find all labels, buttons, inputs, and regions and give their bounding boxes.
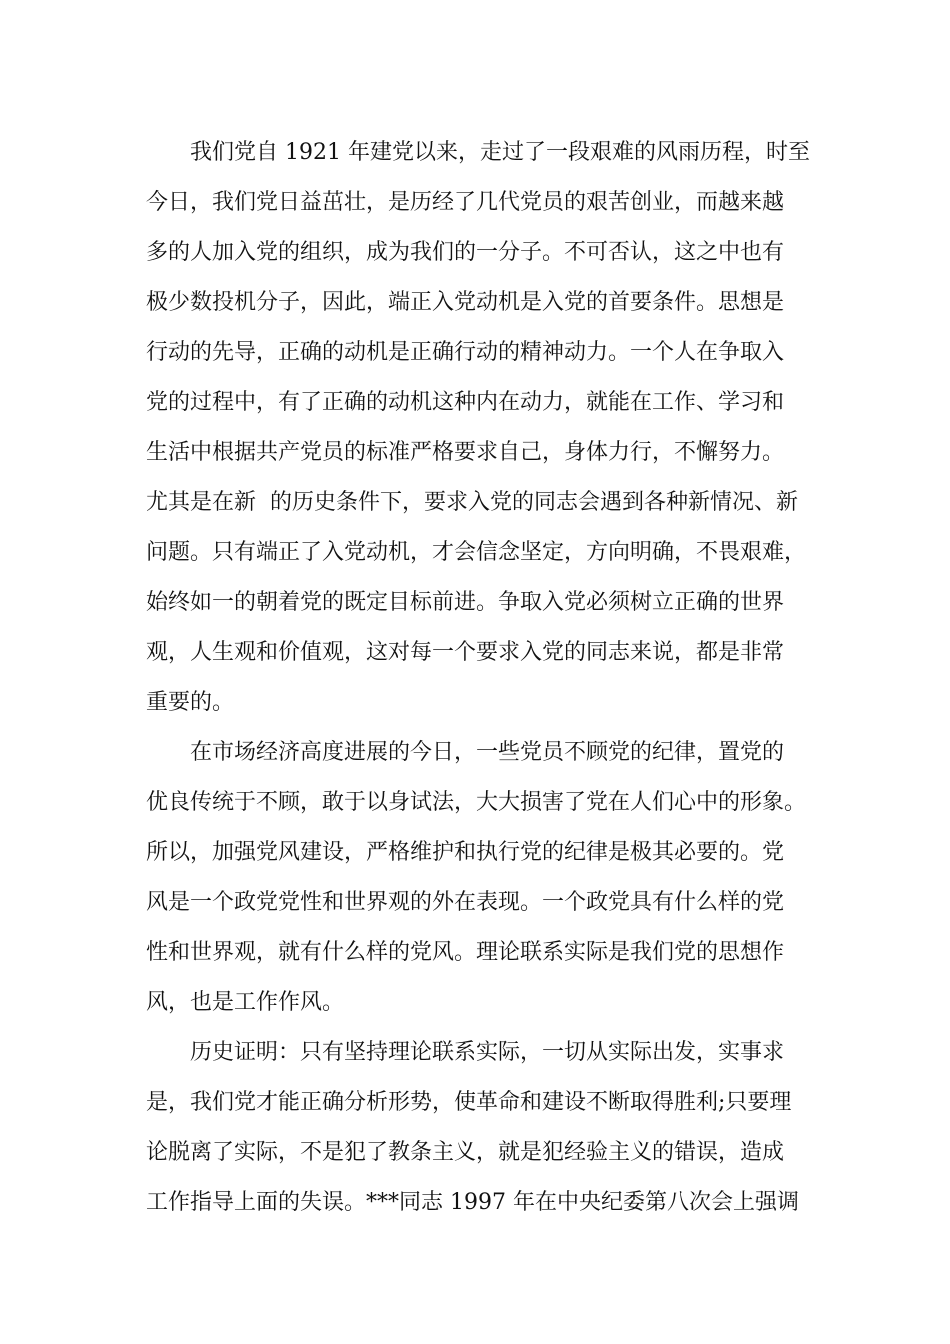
document-body (146, 128, 816, 1228)
paragraph-1-line-12: 重要的。 (146, 690, 235, 715)
paragraph-2-line-6: 风，也是工作作风。 (146, 990, 345, 1015)
paragraph-2-line-3: 所以，加强党风建设，严格维护和执行党的纪律是极其必要的。党 (146, 840, 785, 865)
paragraph-3-line-4: 工作指导上面的失误。***同志 1997 年在中央纪委第八次会上强调 (146, 1190, 799, 1215)
paragraph-1-line-2: 今日，我们党日益茁壮，是历经了几代党员的艰苦创业，而越来越 (146, 190, 785, 215)
paragraph-1-line-8: 尤其是在新 的历史条件下，要求入党的同志会遇到各种新情况、新 (146, 490, 798, 515)
paragraph-1-line-10: 始终如一的朝着党的既定目标前进。争取入党必须树立正确的世界 (146, 590, 785, 615)
paragraph-2-line-5: 性和世界观，就有什么样的党风。理论联系实际是我们党的思想作 (146, 940, 785, 965)
paragraph-1-line-1: 我们党自 1921 年建党以来，走过了一段艰难的风雨历程，时至 (190, 140, 810, 165)
paragraph-3-line-2: 是，我们党才能正确分析形势，使革命和建设不断取得胜利;只要理 (146, 1090, 792, 1115)
paragraph-3-line-1: 历史证明：只有坚持理论联系实际，一切从实际出发，实事求 (190, 1040, 785, 1065)
paragraph-2-line-4: 风是一个政党党性和世界观的外在表现。一个政党具有什么样的党 (146, 890, 785, 915)
paragraph-1-line-9: 问题。只有端正了入党动机，才会信念坚定，方向明确，不畏艰难， (146, 540, 807, 565)
paragraph-1-line-3: 多的人加入党的组织，成为我们的一分子。不可否认，这之中也有 (146, 240, 785, 265)
paragraph-2-line-1: 在市场经济高度进展的今日，一些党员不顾党的纪律，置党的 (190, 740, 785, 765)
paragraph-2-line-2: 优良传统于不顾，敢于以身试法，大大损害了党在人们心中的形象。 (146, 790, 807, 815)
paragraph-3-line-3: 论脱离了实际，不是犯了教条主义，就是犯经验主义的错误，造成 (146, 1140, 785, 1165)
paragraph-1-line-5: 行动的先导，正确的动机是正确行动的精神动力。一个人在争取入 (146, 340, 785, 365)
paragraph-1-line-11: 观，人生观和价值观，这对每一个要求入党的同志来说，都是非常 (146, 640, 785, 665)
paragraph-1-line-7: 生活中根据共产党员的标准严格要求自己，身体力行，不懈努力。 (146, 440, 785, 465)
paragraph-1-line-4: 极少数投机分子，因此，端正入党动机是入党的首要条件。思想是 (146, 290, 785, 315)
paragraph-1-line-6: 党的过程中，有了正确的动机这种内在动力，就能在工作、学习和 (146, 390, 785, 415)
